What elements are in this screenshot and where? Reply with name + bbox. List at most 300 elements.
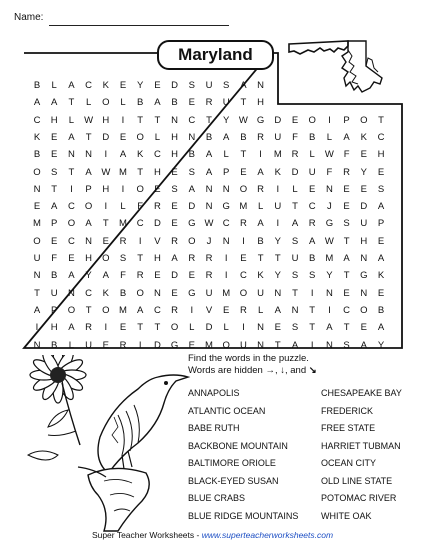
grid-letter: Y (274, 235, 281, 247)
word-item: BLUE CRABS (188, 493, 246, 503)
grid-letter: R (153, 201, 161, 213)
grid-letter: S (188, 166, 195, 178)
word-item: BACKBONE MOUNTAIN (188, 440, 288, 451)
grid-letter: O (67, 304, 76, 316)
grid-letter: T (240, 97, 247, 109)
footer-url-link[interactable]: www.superteacherworksheets.com (201, 530, 334, 540)
grid-letter: A (377, 322, 385, 334)
grid-letter: N (153, 287, 161, 299)
grid-letter: E (188, 339, 195, 351)
grid-letter: S (51, 166, 58, 178)
grid-letter: E (343, 183, 350, 195)
grid-letter: I (121, 114, 125, 126)
word-item: ATLANTIC OCEAN (188, 405, 266, 416)
grid-letter: H (50, 114, 58, 126)
grid-letter: W (238, 114, 248, 126)
grid-letter: G (325, 218, 334, 230)
grid-letter: T (274, 253, 281, 264)
grid-letter: E (188, 97, 195, 109)
grid-letter: H (153, 166, 161, 178)
grid-letter: A (68, 80, 75, 91)
grid-letter: A (137, 304, 144, 316)
grid-letter: I (276, 218, 280, 230)
grid-letter: L (85, 97, 92, 109)
grid-letter: D (171, 270, 179, 282)
grid-letter: E (171, 218, 178, 230)
grid-letter: Y (223, 114, 230, 126)
grid-letter: N (257, 339, 265, 351)
grid-letter: T (343, 235, 350, 247)
grid-letter: I (242, 322, 245, 334)
grid-letter: R (257, 131, 265, 143)
grid-letter: U (274, 201, 282, 213)
grid-letter: B (51, 339, 58, 351)
grid-letter: N (33, 183, 41, 195)
grid-letter: U (33, 253, 41, 264)
grid-letter: T (51, 183, 58, 195)
grid-letter: C (308, 201, 316, 213)
word-item: BLACK-EYED SUSAN (188, 475, 279, 486)
page-title: Maryland (157, 40, 274, 70)
grid-letter: T (137, 166, 144, 178)
grid-letter: P (343, 114, 350, 126)
grid-letter: W (324, 149, 334, 161)
grid-letter: L (257, 201, 264, 213)
arrow-diagonal-icon: ↘ (308, 365, 317, 376)
grid-letter: G (360, 270, 368, 282)
instructions (188, 353, 317, 377)
grid-letter: D (274, 114, 282, 126)
grid-letter: U (205, 80, 213, 91)
grid-letter: M (239, 201, 248, 213)
grid-letter: Y (326, 270, 333, 282)
grid-letter: F (292, 131, 298, 143)
grid-letter: A (326, 322, 333, 334)
grid-letter: E (377, 287, 385, 299)
grid-letter: D (153, 218, 161, 230)
grid-letter: T (343, 270, 350, 282)
footer-brand: Super Teacher Worksheets (91, 530, 195, 540)
grid-letter: S (171, 183, 178, 195)
grid-letter: E (102, 235, 109, 247)
footer-separator: - (194, 530, 202, 540)
grid-letter: T (154, 322, 161, 334)
word-item: CHESAPEAKE BAY (321, 388, 402, 398)
grid-letter: K (33, 131, 41, 143)
grid-letter: E (343, 201, 350, 213)
grid-letter: U (291, 253, 299, 264)
grid-letter: P (51, 304, 58, 316)
grid-letter: U (274, 131, 282, 143)
grid-letter: I (35, 322, 39, 334)
grid-letter: I (138, 235, 142, 247)
grid-letter: E (154, 80, 161, 91)
grid-letter: K (274, 166, 281, 178)
grid-letter: N (257, 80, 265, 91)
grid-letter: A (274, 304, 281, 316)
grid-letter: S (343, 339, 350, 351)
grid-letter: M (119, 218, 127, 230)
grid-letter: R (239, 304, 247, 316)
word-item: POTOMAC RIVER (321, 493, 397, 503)
grid-letter: P (377, 218, 385, 230)
grid-letter: P (85, 183, 92, 195)
word-item: BALTIMORE ORIOLE (188, 458, 276, 468)
word-item: FREE STATE (321, 423, 376, 433)
grid-letter: R (119, 339, 127, 351)
grid-letter: M (205, 339, 213, 351)
grid-letter: R (205, 270, 213, 282)
grid-letter: M (33, 218, 41, 230)
grid-letter: G (256, 114, 265, 126)
grid-letter: I (328, 304, 331, 316)
grid-letter: U (257, 287, 265, 299)
grid-letter: Y (274, 270, 281, 282)
grid-letter: H (153, 253, 161, 264)
arrow-down-icon: ↓ (280, 365, 285, 376)
grid-letter: N (222, 235, 230, 247)
grid-letter: B (309, 131, 316, 143)
grid-letter: T (257, 253, 264, 264)
grid-letter: E (291, 114, 299, 126)
maryland-state-outline-icon (286, 38, 390, 96)
grid-letter: D (205, 322, 213, 334)
grid-letter: D (171, 80, 179, 91)
grid-letter: W (101, 166, 111, 178)
grid-letter: R (308, 218, 316, 230)
grid-letter: M (119, 304, 127, 316)
grid-letter: N (85, 235, 93, 247)
grid-letter: Y (377, 339, 385, 351)
grid-letter: F (51, 253, 58, 264)
grid-letter: N (67, 149, 75, 161)
grid-letter: S (291, 322, 299, 334)
grid-letter: R (171, 304, 179, 316)
grid-letter: L (189, 322, 195, 334)
grid-letter: K (360, 131, 367, 143)
grid-letter: S (119, 253, 127, 264)
grid-letter: A (154, 97, 161, 109)
grid-letter: C (85, 80, 93, 91)
grid-letter: A (33, 97, 41, 109)
grid-letter: E (171, 201, 178, 213)
grid-letter: U (205, 287, 213, 299)
word-list-left (188, 387, 298, 527)
grid-letter: I (104, 149, 108, 161)
grid-letter: A (85, 218, 92, 230)
grid-letter: E (119, 80, 127, 91)
grid-letter: K (377, 270, 385, 282)
grid-letter: G (170, 339, 179, 351)
grid-letter: I (242, 235, 245, 247)
grid-letter: S (223, 80, 230, 91)
grid-letter: S (309, 270, 316, 282)
grid-letter: N (257, 322, 265, 334)
grid-letter: T (85, 131, 92, 143)
grid-letter: E (154, 270, 161, 282)
grid-letter: C (343, 304, 351, 316)
grid-letter: U (222, 97, 230, 109)
grid-letter: N (325, 183, 333, 195)
word-item: ANNAPOLIS (188, 388, 240, 398)
grid-letter: K (257, 270, 264, 282)
grid-letter: N (85, 149, 93, 161)
grid-letter: A (291, 339, 299, 351)
grid-letter: A (171, 253, 178, 264)
grid-letter: I (259, 149, 262, 161)
grid-letter: L (68, 114, 75, 126)
grid-letter: E (240, 166, 247, 178)
grid-letter: L (292, 183, 298, 195)
grid-letter: O (102, 304, 110, 316)
grid-letter: R (171, 235, 179, 247)
grid-letter: A (188, 183, 195, 195)
grid-letter: E (274, 322, 281, 334)
grid-letter: L (326, 131, 333, 143)
grid-letter: Y (137, 80, 144, 91)
grid-letter: A (85, 166, 92, 178)
grid-letter: E (360, 149, 367, 161)
grid-letter: O (222, 339, 230, 351)
word-item: WHITE OAK (321, 510, 372, 521)
grid-letter: I (104, 201, 108, 213)
grid-letter: O (239, 183, 248, 195)
grid-letter: E (223, 304, 230, 316)
grid-letter: N (171, 114, 179, 126)
grid-letter: O (136, 131, 144, 143)
grid-letter: A (291, 218, 299, 230)
grid-letter: A (223, 131, 230, 143)
grid-letter: L (257, 304, 264, 316)
grid-letter: B (240, 131, 247, 143)
grid-letter: R (239, 218, 247, 230)
grid-letter: O (136, 183, 144, 195)
grid-letter: J (327, 201, 332, 213)
grid-letter: L (223, 149, 229, 161)
grid-letter: K (102, 287, 109, 299)
grid-letter: A (205, 149, 213, 161)
grid-letter: B (119, 287, 127, 299)
grid-letter: U (50, 287, 58, 299)
grid-letter: R (291, 149, 299, 161)
grid-letter: S (291, 270, 299, 282)
grid-letter: O (170, 322, 179, 334)
grid-letter: F (137, 201, 144, 213)
grid-letter: O (102, 253, 110, 264)
grid-letter: L (120, 97, 126, 109)
grid-letter: K (137, 149, 144, 161)
grid-letter: L (223, 322, 229, 334)
grid-letter: S (343, 218, 350, 230)
grid-letter: T (102, 218, 109, 230)
grid-letter: I (310, 287, 314, 299)
grid-letter: I (224, 253, 228, 264)
grid-letter: T (309, 304, 316, 316)
grid-letter: D (291, 166, 299, 178)
grid-letter: I (328, 114, 331, 126)
instructions-hidden-label: Words are hidden (188, 365, 263, 376)
grid-letter: B (377, 304, 385, 316)
grid-letter: R (205, 97, 213, 109)
grid-letter: R (257, 183, 265, 195)
arrow-right-icon: → (265, 365, 275, 376)
grid-letter: A (51, 97, 58, 109)
grid-letter: E (360, 322, 367, 334)
grid-letter: I (224, 270, 228, 282)
grid-letter: A (240, 80, 247, 91)
grid-letter: B (51, 270, 58, 282)
grid-letter: I (104, 322, 108, 334)
grid-letter: A (102, 270, 109, 282)
grid-letter: R (343, 166, 351, 178)
grid-letter: H (102, 183, 110, 195)
grid-letter: E (119, 322, 127, 334)
grid-letter: A (68, 270, 75, 282)
grid-letter: B (188, 149, 195, 161)
grid-letter: E (33, 201, 41, 213)
grid-letter: A (68, 322, 75, 334)
grid-letter: R (136, 270, 144, 282)
grid-letter: T (206, 114, 212, 126)
grid-letter: T (309, 322, 316, 334)
grid-letter: I (70, 183, 73, 195)
grid-letter: E (377, 235, 385, 247)
grid-letter: L (68, 339, 75, 351)
grid-letter: A (377, 253, 385, 264)
word-item: BLUE RIDGE MOUNTAINS (188, 510, 299, 521)
grid-letter: B (33, 149, 41, 161)
grid-letter: S (377, 183, 385, 195)
grid-letter: C (377, 131, 385, 143)
grid-letter: T (137, 322, 144, 334)
grid-letter: E (343, 287, 350, 299)
grid-letter: E (360, 183, 367, 195)
grid-letter: T (137, 114, 144, 126)
grid-letter: F (120, 270, 126, 282)
grid-letter: A (68, 131, 75, 143)
grid-letter: J (206, 235, 212, 247)
grid-letter: A (343, 253, 350, 264)
grid-letter: F (326, 166, 333, 178)
grid-letter: P (223, 166, 230, 178)
grid-letter: T (68, 166, 75, 178)
oriole-bird-and-black-eyed-susan-icon (18, 355, 198, 535)
grid-letter: E (102, 339, 109, 351)
grid-letter: V (154, 235, 161, 247)
grid-letter: H (50, 322, 58, 334)
grid-letter: W (84, 114, 94, 126)
grid-letter: N (274, 287, 282, 299)
instructions-line2: Words are hidden →, ↓, and ↘ (188, 365, 317, 376)
grid-letter: A (360, 339, 367, 351)
grid-letter: C (239, 270, 247, 282)
grid-letter: D (102, 131, 110, 143)
grid-letter: C (153, 304, 161, 316)
grid-letter: A (343, 131, 350, 143)
grid-letter: I (121, 183, 125, 195)
grid-letter: N (33, 339, 41, 351)
grid-letter: H (85, 253, 93, 264)
grid-letter: F (343, 149, 350, 161)
grid-letter: N (222, 183, 230, 195)
grid-letter: E (51, 131, 58, 143)
grid-letter: H (102, 114, 110, 126)
grid-letter: H (377, 149, 385, 161)
grid-letter: T (68, 97, 75, 109)
grid-letter: T (34, 287, 40, 299)
grid-letter: C (222, 218, 230, 230)
grid-letter: O (33, 235, 41, 247)
grid-letter: A (309, 235, 316, 247)
grid-letter: S (291, 235, 299, 247)
grid-letter: B (33, 80, 41, 91)
grid-letter: E (119, 131, 127, 143)
grid-letter: T (292, 201, 298, 213)
grid-letter: U (239, 339, 247, 351)
grid-letter: A (257, 218, 264, 230)
grid-letter: C (153, 149, 161, 161)
grid-letter: W (324, 235, 334, 247)
grid-letter: T (154, 114, 161, 126)
grid-letter: O (360, 304, 368, 316)
grid-letter: T (240, 149, 247, 161)
grid-letter: N (205, 183, 213, 195)
grid-letter: A (51, 201, 58, 213)
word-list-right (321, 387, 402, 527)
grid-letter: C (33, 114, 41, 126)
grid-letter: Y (85, 270, 92, 282)
grid-letter: R (85, 322, 93, 334)
grid-letter: C (67, 235, 75, 247)
grid-letter: N (325, 287, 333, 299)
grid-letter: O (188, 235, 196, 247)
grid-letter: D (188, 201, 196, 213)
instructions-and: , and (284, 365, 307, 376)
name-label: Name: (14, 12, 44, 23)
word-item: OLD LINE STATE (321, 475, 393, 486)
grid-letter: R (205, 253, 213, 264)
grid-letter: A (33, 304, 41, 316)
grid-letter: O (308, 114, 316, 126)
grid-letter: D (360, 201, 368, 213)
grid-letter: B (309, 253, 316, 264)
word-item: BABE RUTH (188, 423, 240, 433)
grid-letter: C (188, 114, 196, 126)
grid-letter: T (274, 339, 281, 351)
grid-letter: D (153, 339, 161, 351)
grid-letter: I (190, 304, 194, 316)
grid-letter: R (188, 253, 196, 264)
grid-letter: U (85, 339, 93, 351)
grid-letter: G (188, 287, 196, 299)
grid-letter: A (205, 166, 213, 178)
grid-letter: L (309, 149, 315, 161)
grid-letter: U (308, 166, 316, 178)
grid-letter: T (378, 114, 384, 126)
grid-letter: N (67, 287, 75, 299)
grid-letter: B (205, 131, 213, 143)
grid-letter: A (377, 201, 385, 213)
grid-letter: E (51, 235, 58, 247)
grid-letter: O (360, 114, 368, 126)
grid-letter: O (239, 287, 248, 299)
grid-letter: V (205, 304, 213, 316)
grid-letter: N (291, 304, 299, 316)
grid-letter: U (360, 218, 368, 230)
grid-letter: O (102, 97, 110, 109)
grid-letter: C (136, 218, 144, 230)
grid-letter: E (188, 270, 195, 282)
